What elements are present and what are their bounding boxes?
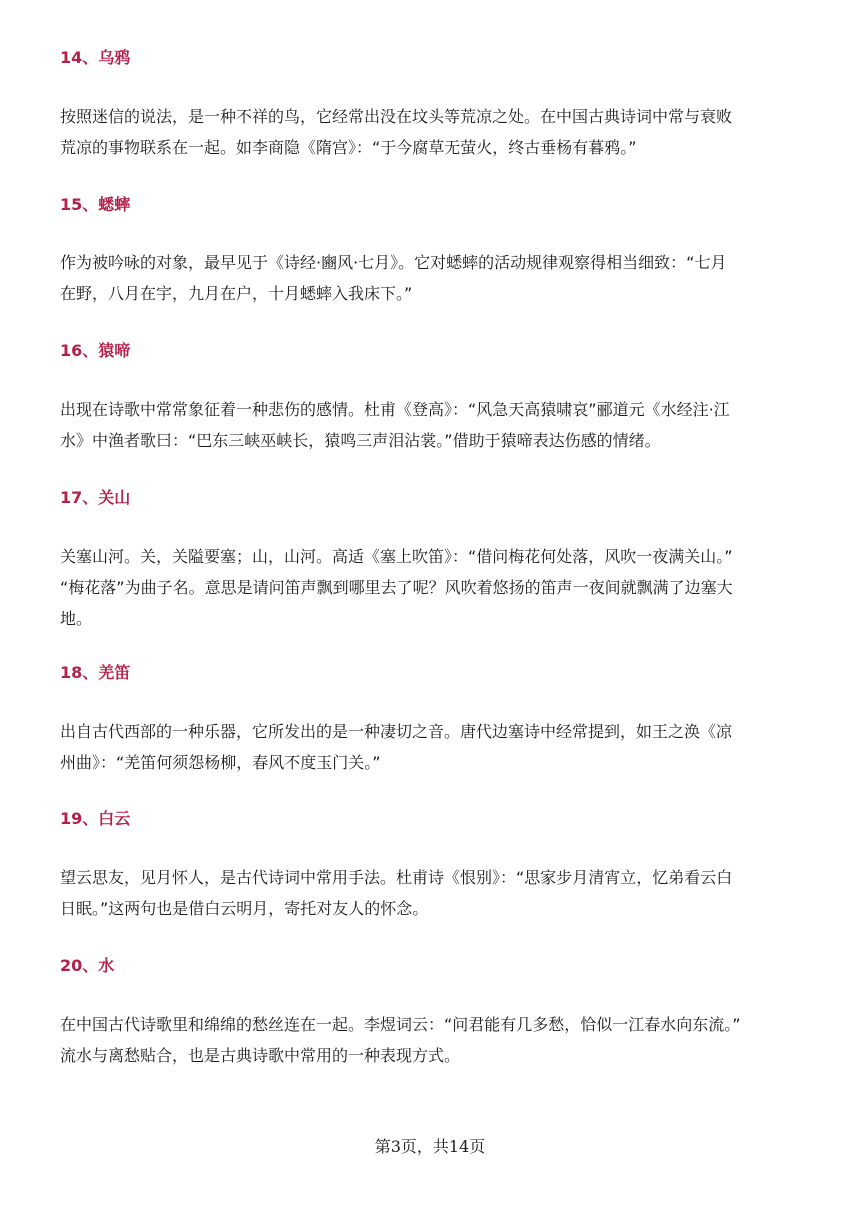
section-heading: 15、蟋蟀 bbox=[60, 195, 131, 214]
section-paragraph bbox=[60, 862, 802, 924]
paragraph-line: 作为被吟咏的对象，最早见于《诗经·豳风·七月》。它对蟋蟀的活动规律观察得相当细致：“七月 bbox=[60, 253, 727, 272]
paragraph-line: 流水与离愁贴合，也是古典诗歌中常用的一种表现方式。 bbox=[60, 1046, 461, 1065]
section-paragraph bbox=[60, 541, 802, 634]
section-paragraph bbox=[60, 1009, 802, 1071]
section-heading: 18、羌笛 bbox=[60, 663, 131, 682]
paragraph-line: 望云思友，见月怀人，是古代诗词中常用手法。杜甫诗《恨别》：“思家步月清宵立，忆弟看云白 bbox=[60, 868, 733, 887]
paragraph-line: 出现在诗歌中常常象征着一种悲伤的感情。杜甫《登高》：“风急天高猿啸哀”郦道元《水经注·江 bbox=[60, 400, 730, 419]
section-heading: 16、猿啼 bbox=[60, 341, 131, 360]
section-heading: 19、白云 bbox=[60, 809, 131, 828]
section-heading: 17、关山 bbox=[60, 488, 131, 507]
section-paragraph bbox=[60, 394, 802, 456]
paragraph-line: 按照迷信的说法，是一种不祥的鸟，它经常出没在坟头等荒凉之处。在中国古典诗词中常与衰败 bbox=[60, 107, 733, 126]
section-paragraph bbox=[60, 101, 802, 163]
paragraph-line: 出自古代西部的一种乐器，它所发出的是一种凄切之音。唐代边塞诗中经常提到，如王之涣《凉 bbox=[60, 722, 733, 741]
paragraph-line: 州曲》：“羌笛何须怨杨柳，春风不度玉门关。” bbox=[60, 753, 381, 772]
paragraph-line: 地。 bbox=[60, 609, 93, 628]
paragraph-line: 在中国古代诗歌里和绵绵的愁丝连在一起。李煜词云：“问君能有几多愁，恰似一江春水向东流。” bbox=[60, 1015, 741, 1034]
paragraph-line: 关塞山河。关，关隘要塞；山，山河。高适《塞上吹笛》：“借问梅花何处落，风吹一夜满关山。” bbox=[60, 547, 733, 566]
section-paragraph bbox=[60, 247, 802, 309]
page-number-footer: 第3页，共14页 bbox=[374, 1137, 486, 1156]
section-heading: 14、乌鸦 bbox=[60, 48, 131, 67]
paragraph-line: “梅花落”为曲子名。意思是请问笛声飘到哪里去了呢？风吹着悠扬的笛声一夜间就飘满了边塞大 bbox=[60, 578, 733, 597]
section-heading: 20、水 bbox=[60, 956, 115, 975]
section-paragraph bbox=[60, 716, 802, 778]
paragraph-line: 在野，八月在宇，九月在户，十月蟋蟀入我床下。” bbox=[60, 284, 413, 303]
paragraph-line: 荒凉的事物联系在一起。如李商隐《隋宫》：“于今腐草无萤火，终古垂杨有暮鸦。” bbox=[60, 138, 637, 157]
paragraph-line: 水》中渔者歌曰：“巴东三峡巫峡长，猿鸣三声泪沾裳。”借助于猿啼表达伤感的情绪。 bbox=[60, 431, 661, 450]
paragraph-line: 日眠。”这两句也是借白云明月，寄托对友人的怀念。 bbox=[60, 899, 429, 918]
